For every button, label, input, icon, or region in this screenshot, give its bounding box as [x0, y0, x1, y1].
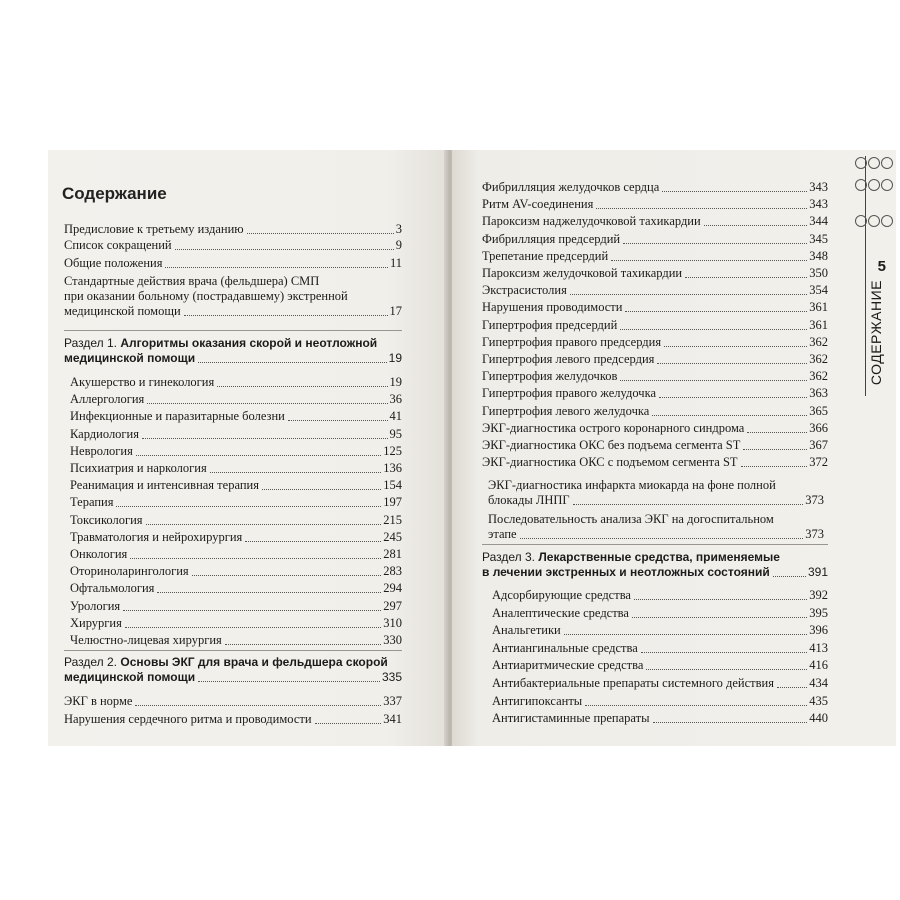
toc-entry: Фибрилляция предсердий 345 — [482, 231, 828, 246]
toc-entry: Гипертрофия предсердий 361 — [482, 317, 828, 332]
toc-entry: Оториноларингология 283 — [70, 564, 402, 579]
toc-entry-multiline: ЭКГ-диагностика инфаркта миокарда на фоне полной блокады ЛНПГ 373 — [488, 478, 824, 507]
toc-entry: Реанимация и интенсивная терапия 154 — [70, 478, 402, 493]
toc-entry: ЭКГ в норме 337 — [64, 694, 402, 708]
toc-entry: Антигипоксанты 435 — [492, 693, 828, 708]
toc-entry: Нарушения проводимости 361 — [482, 300, 828, 315]
toc-entry: Гипертрофия правого желудочка 363 — [482, 386, 828, 401]
toc-entry: Адсорбирующие средства 392 — [492, 588, 828, 602]
toc-entry: Инфекционные и паразитарные болезни 41 — [70, 409, 402, 424]
toc-entry: ЭКГ-диагностика ОКС без подъема сегмента ST 367 — [482, 438, 828, 452]
divider — [64, 330, 402, 331]
toc-entry: ЭКГ-диагностика острого коронарного синдрома 366 — [482, 420, 828, 435]
toc-entry: Травматология и нейрохирургия 245 — [70, 529, 402, 544]
toc-entry: Гипертрофия правого предсердия 362 — [482, 334, 828, 349]
toc-entry: Антиангинальные средства 413 — [492, 640, 828, 655]
toc-entry: ЭКГ-диагностика ОКС с подъемом сегмента ST 372 — [482, 455, 828, 470]
right-page — [452, 150, 896, 746]
toc-entry: Психиатрия и наркология 136 — [70, 461, 402, 475]
toc-entry: Пароксизм наджелудочковой тахикардии 344 — [482, 214, 828, 229]
toc-entry: Общие положения 11 — [64, 256, 402, 270]
divider — [64, 650, 402, 651]
section-heading: Раздел 3. Лекарственные средства, применяемые в лечении экстренных и неотложных состояний 391 — [482, 550, 828, 579]
toc-entry: Неврология 125 — [70, 443, 402, 458]
toc-entry: Нарушения сердечного ритма и проводимости 341 — [64, 712, 402, 726]
toc-entry: Фибрилляция желудочков сердца 343 — [482, 180, 828, 194]
section-heading: Раздел 1. Алгоритмы оказания скорой и неотложной медицинской помощи 19 — [64, 336, 402, 365]
toc-entry: Офтальмология 294 — [70, 581, 402, 596]
toc-entry: Терапия 197 — [70, 495, 402, 510]
toc-entry: Предисловие к третьему изданию 3 — [64, 222, 402, 236]
toc-entry: Аналептические средства 395 — [492, 605, 828, 620]
toc-entry: Экстрасистолия 354 — [482, 283, 828, 298]
toc-entry: Урология 297 — [70, 598, 402, 613]
toc-entry: Пароксизм желудочковой тахикардии 350 — [482, 266, 828, 280]
toc-entry-multiline: Стандартные действия врача (фельдшера) СМП при оказании больному (пострадавшему) экстренной медицинской помощи 17 — [64, 274, 402, 318]
toc-entry: Антигистаминные препараты 440 — [492, 711, 828, 726]
toc-entry: Гипертрофия левого желудочка 365 — [482, 403, 828, 418]
divider — [482, 544, 828, 545]
toc-entry: Гипертрофия желудочков 362 — [482, 369, 828, 384]
open-book — [48, 150, 900, 750]
toc-entry: Челюстно-лицевая хирургия 330 — [70, 633, 402, 647]
toc-entry: Анальгетики 396 — [492, 623, 828, 638]
page-number: 5 — [877, 258, 886, 275]
toc-entry-multiline: Последовательность анализа ЭКГ на догоспитальном этапе 373 — [488, 512, 824, 541]
running-head: СОДЕРЖАНИЕ — [868, 280, 884, 386]
toc-entry: Аллергология 36 — [70, 392, 402, 407]
section-heading: Раздел 2. Основы ЭКГ для врача и фельдшера скорой медицинской помощи 335 — [64, 655, 402, 684]
toc-entry: Ритм AV-соединения 343 — [482, 197, 828, 212]
left-page — [48, 150, 448, 746]
toc-entry: Антибактериальные препараты системного действия 434 — [492, 676, 828, 690]
toc-entry: Кардиология 95 — [70, 426, 402, 441]
toc-entry: Хирургия 310 — [70, 615, 402, 630]
page-title: Содержание — [62, 184, 167, 203]
toc-entry: Гипертрофия левого предсердия 362 — [482, 352, 828, 366]
toc-entry: Трепетание предсердий 348 — [482, 248, 828, 263]
toc-entry: Акушерство и гинекология 19 — [70, 375, 402, 389]
toc-entry: Токсикология 215 — [70, 512, 402, 527]
toc-entry: Список сокращений 9 — [64, 238, 402, 252]
toc-entry: Онкология 281 — [70, 547, 402, 561]
toc-entry: Антиаритмические средства 416 — [492, 658, 828, 673]
